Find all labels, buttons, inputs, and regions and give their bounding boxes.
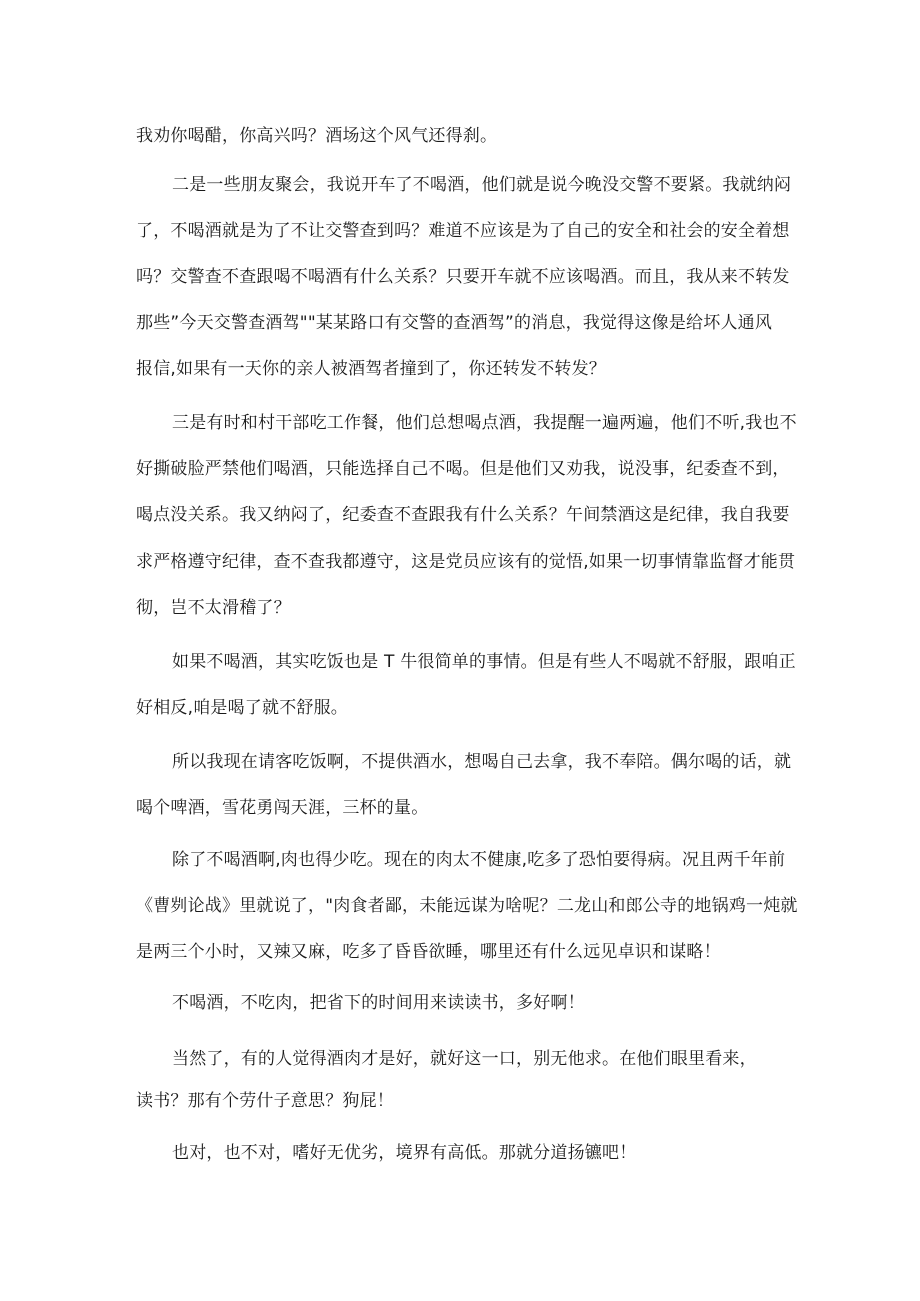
text-line: 不喝酒，不吃肉，把省下的时间用来读读书，多好啊！ — [172, 993, 585, 1013]
text-line: 报信,如果有一天你的亲人被酒驾者撞到了，你还转发不转发？ — [136, 359, 607, 379]
text-line: 彻，岂不太滑稽了？ — [136, 598, 291, 618]
text-line: 喝个啤酒，雪花勇闯天涯，三杯的量。 — [136, 798, 429, 818]
text-line: 二是一些朋友聚会，我说开车了不喝酒，他们就是说今晚没交警不要紧。我就纳闷 — [172, 175, 792, 195]
text-line: 除了不喝酒啊,肉也得少吃。现在的肉太不健康,吃多了恐怕要得病。况且两千年前 — [172, 850, 786, 870]
text-line: 《曹刿论战》里就说了，"肉食者鄙，未能远谋为啥呢？二龙山和郎公寺的地锅鸡一炖就 — [136, 896, 798, 916]
text-line: 当然了，有的人觉得酒肉才是好，就好这一口，别无他求。在他们眼里看来， — [172, 1049, 757, 1069]
text-line: 读书？那有个劳什子意思？狗屁！ — [136, 1091, 394, 1111]
text-line: 喝点没关系。我又纳闷了，纪委查不查跟我有什么关系？午间禁酒这是纪律，我自我要 — [136, 505, 790, 525]
text-line: 吗？交警查不查跟喝不喝酒有什么关系？只要开车就不应该喝酒。而且，我从来不转发 — [136, 267, 790, 287]
text-line: 那些”今天交警查酒驾""某某路口有交警的查酒驾”的消息，我觉得这像是给坏人通风 — [136, 313, 773, 333]
text-line: 我劝你喝醋，你高兴吗？酒场这个风气还得刹。 — [136, 126, 498, 146]
text-line: 三是有时和村干部吃工作餐，他们总想喝点酒，我提醒一遍两遍，他们不听,我也不 — [172, 413, 797, 433]
text-line: 好相反,咱是喝了就不舒服。 — [136, 698, 349, 718]
text-line: 好撕破脸严禁他们喝酒，只能选择自己不喝。但是他们又劝我，说没事，纪委查不到， — [136, 459, 790, 479]
text-line: 所以我现在请客吃饭啊，不提供酒水，想喝自己去拿，我不奉陪。偶尔喝的话，就 — [172, 752, 792, 772]
text-line: 求严格遵守纪律，查不查我都遵守，这是党员应该有的觉悟,如果一切事情靠监督才能贯 — [136, 552, 796, 572]
text-line: 也对，也不对，嗜好无优劣，境界有高低。那就分道扬镳吧！ — [172, 1143, 637, 1163]
text-line: 了，不喝酒就是为了不让交警查到吗？难道不应该是为了自己的安全和社会的安全着想 — [136, 221, 790, 241]
text-line: 如果不喝酒，其实吃饭也是 T 牛很简单的事情。但是有些人不喝就不舒服，跟咱正 — [172, 652, 796, 672]
text-line: 是两三个小时，又辣又麻，吃多了昏昏欲睡，哪里还有什么远见卓识和谋略！ — [136, 942, 721, 962]
